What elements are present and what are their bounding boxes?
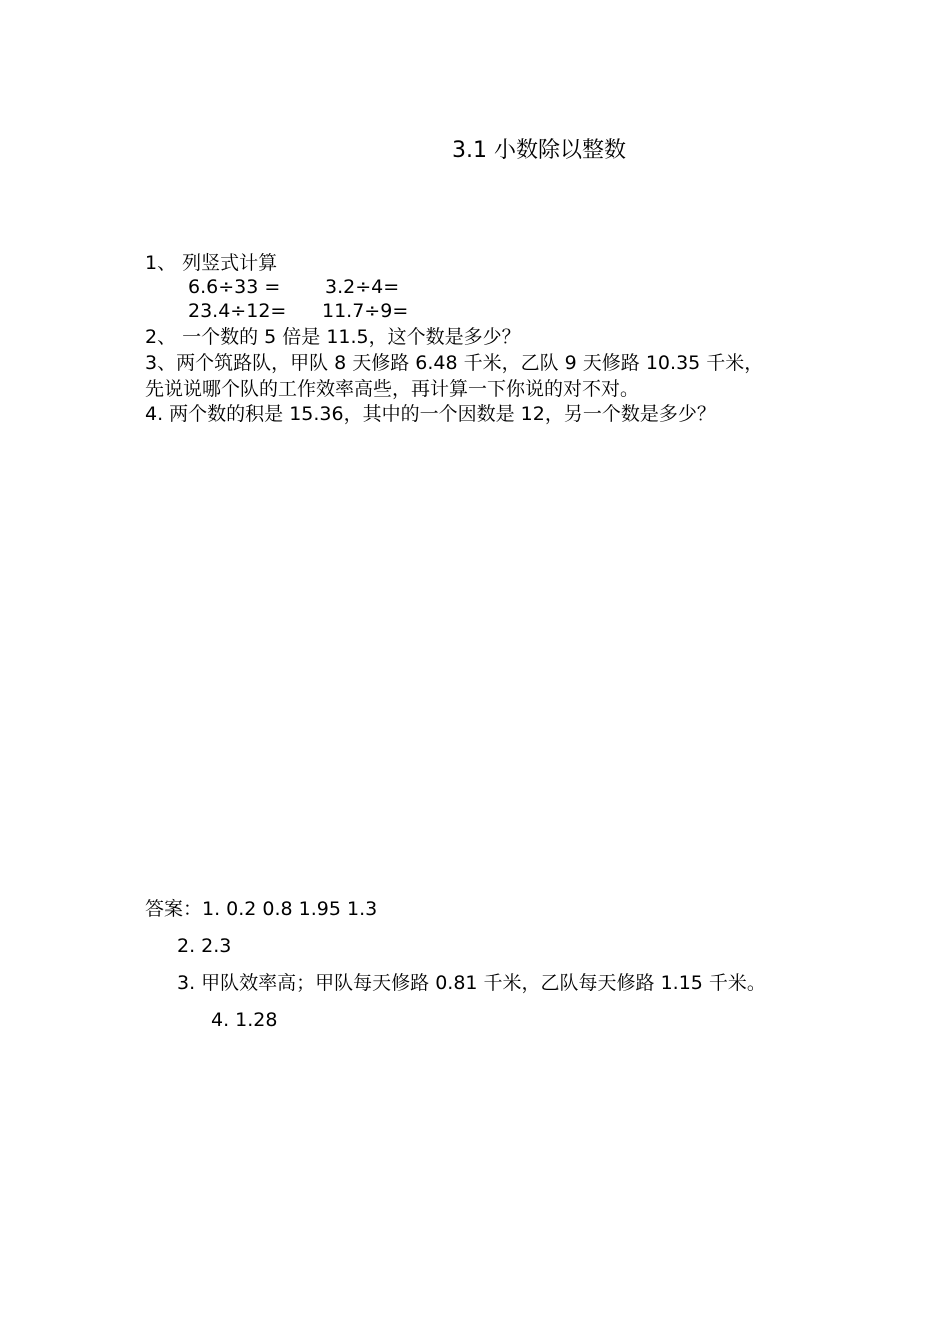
question-2: 2、 一个数的 5 倍是 11.5，这个数是多少？ [145, 326, 521, 348]
answer-line-2: 2. 2.3 [177, 935, 232, 957]
calc-item-1: 6.6÷33 = [188, 276, 281, 298]
calc-item-3: 23.4÷12= [188, 300, 287, 322]
question-3-line-2: 先说说哪个队的工作效率高些，再计算一下你说的对不对。 [145, 378, 640, 400]
answer-line-1: 答案：1. 0.2 0.8 1.95 1.3 [145, 898, 378, 920]
question-4: 4. 两个数的积是 15.36，其中的一个因数是 12，另一个数是多少？ [145, 403, 716, 425]
answer-line-4: 4. 1.28 [211, 1009, 278, 1031]
question-1-heading: 1、 列竖式计算 [145, 252, 278, 274]
calc-item-2: 3.2÷4= [325, 276, 400, 298]
calc-item-4: 11.7÷9= [322, 300, 409, 322]
page-title: 3.1 小数除以整数 [452, 138, 626, 163]
question-3-line-1: 3、两个筑路队，甲队 8 天修路 6.48 千米，乙队 9 天修路 10.35 千米， [145, 352, 764, 374]
answer-line-3: 3. 甲队效率高；甲队每天修路 0.81 千米，乙队每天修路 1.15 千米。 [177, 972, 766, 994]
